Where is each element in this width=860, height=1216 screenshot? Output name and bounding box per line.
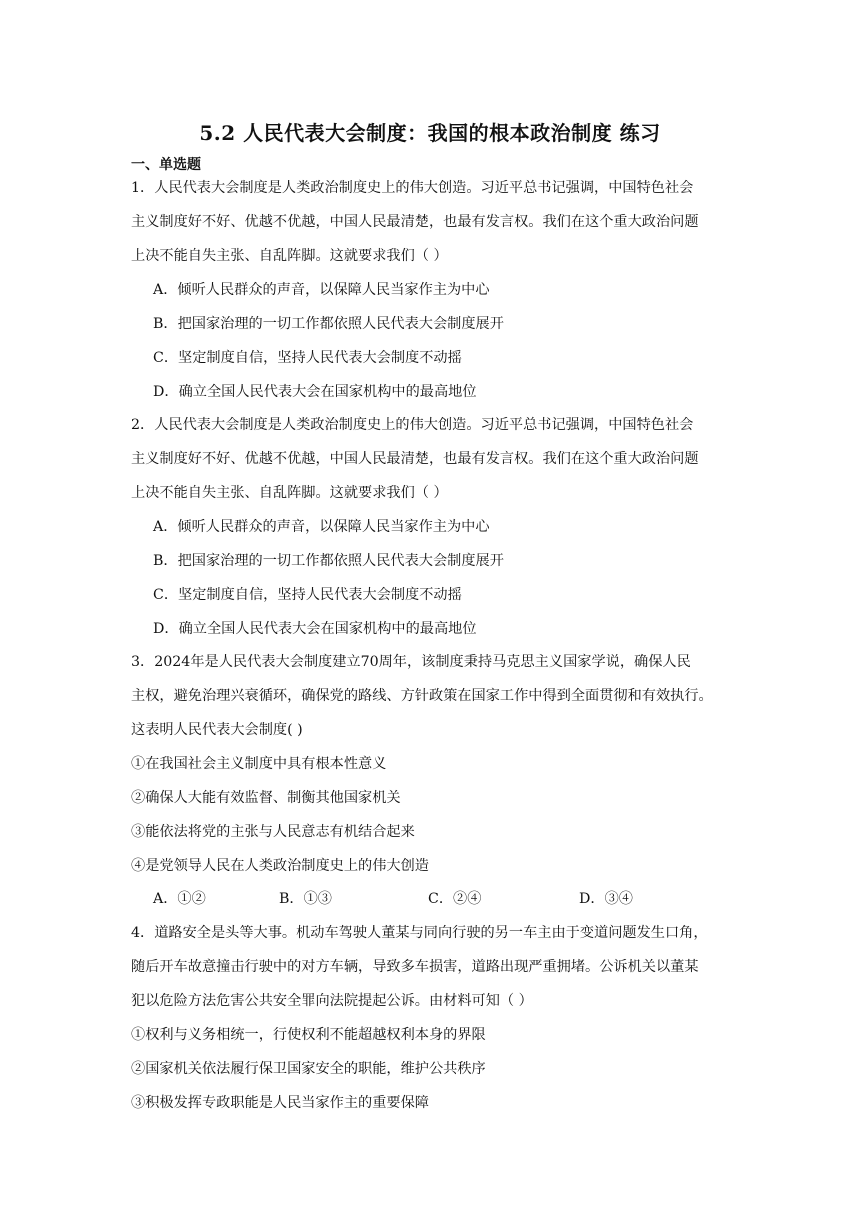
section-heading: 一、单选题 <box>131 157 201 173</box>
question-3-statement-2: ②确保人大能有效监督、制衡其他国家机关 <box>131 790 401 806</box>
question-3-option-d: D．③④ <box>579 891 633 907</box>
question-3-statement-4: ④是党领导人民在人类政治制度史上的伟大创造 <box>131 858 429 874</box>
page-title: 5.2 人民代表大会制度：我国的根本政治制度 练习 <box>199 121 661 145</box>
question-2-stem-line: 上决不能自失主张、自乱阵脚。这就要求我们（ ） <box>131 485 448 501</box>
question-2-option-b: B．把国家治理的一切工作都依照人民代表大会制度展开 <box>153 553 504 569</box>
question-2-option-d: D．确立全国人民代表大会在国家机构中的最高地位 <box>153 621 477 637</box>
question-4-stem-line: 犯以危险方法危害公共安全罪向法院提起公诉。由材料可知（ ） <box>131 993 533 1009</box>
question-1-stem-line: 上决不能自失主张、自乱阵脚。这就要求我们（ ） <box>131 248 448 264</box>
question-2-stem-line: 主义制度好不好、优越不优越，中国人民最清楚，也最有发言权。我们在这个重大政治问题 <box>131 451 699 467</box>
question-3-statement-3: ③能依法将党的主张与人民意志有机结合起来 <box>131 824 415 840</box>
question-3-options <box>153 889 713 909</box>
question-1-option-a: A．倾听人民群众的声音，以保障人民当家作主为中心 <box>153 282 490 298</box>
question-3-stem-line: 这表明人民代表大会制度( ) <box>131 722 303 738</box>
question-2-option-a: A．倾听人民群众的声音，以保障人民当家作主为中心 <box>153 519 490 535</box>
question-3-option-a: A．①② <box>153 891 206 907</box>
question-3-option-b: B．①③ <box>279 891 332 907</box>
question-4-stem-line: 随后开车故意撞击行驶中的对方车辆，导致多车损害，道路出现严重拥堵。公诉机关以董某 <box>131 959 699 975</box>
question-4-statement-1: ①权利与义务相统一，行使权利不能超越权利本身的界限 <box>131 1027 486 1043</box>
question-4-statement-3: ③积极发挥专政职能是人民当家作主的重要保障 <box>131 1095 429 1111</box>
question-2-stem-line: 2．人民代表大会制度是人类政治制度史上的伟大创造。习近平总书记强调，中国特色社会 <box>131 417 694 433</box>
question-1-stem-line: 1．人民代表大会制度是人类政治制度史上的伟大创造。习近平总书记强调，中国特色社会 <box>131 180 694 196</box>
question-1-option-c: C．坚定制度自信，坚持人民代表大会制度不动摇 <box>153 350 462 366</box>
question-3-statement-1: ①在我国社会主义制度中具有根本性意义 <box>131 756 387 772</box>
question-3-stem-line: 主权，避免治理兴衰循环，确保党的路线、方针政策在国家工作中得到全面贯彻和有效执行。 <box>131 688 713 704</box>
question-1-option-d: D．确立全国人民代表大会在国家机构中的最高地位 <box>153 384 477 400</box>
question-4-statement-2: ②国家机关依法履行保卫国家安全的职能，维护公共秩序 <box>131 1061 486 1077</box>
question-4-stem-line: 4．道路安全是头等大事。机动车驾驶人董某与同向行驶的另一车主由于变道问题发生口角， <box>131 925 708 941</box>
question-3-option-c: C．②④ <box>428 891 482 907</box>
question-2-option-c: C．坚定制度自信，坚持人民代表大会制度不动摇 <box>153 587 462 603</box>
question-3-stem-line: 3．2024年是人民代表大会制度建立70周年，该制度秉持马克思主义国家学说，确保人民 <box>131 654 691 670</box>
question-1-stem-line: 主义制度好不好、优越不优越，中国人民最清楚，也最有发言权。我们在这个重大政治问题 <box>131 214 699 230</box>
question-1-option-b: B．把国家治理的一切工作都依照人民代表大会制度展开 <box>153 316 504 332</box>
